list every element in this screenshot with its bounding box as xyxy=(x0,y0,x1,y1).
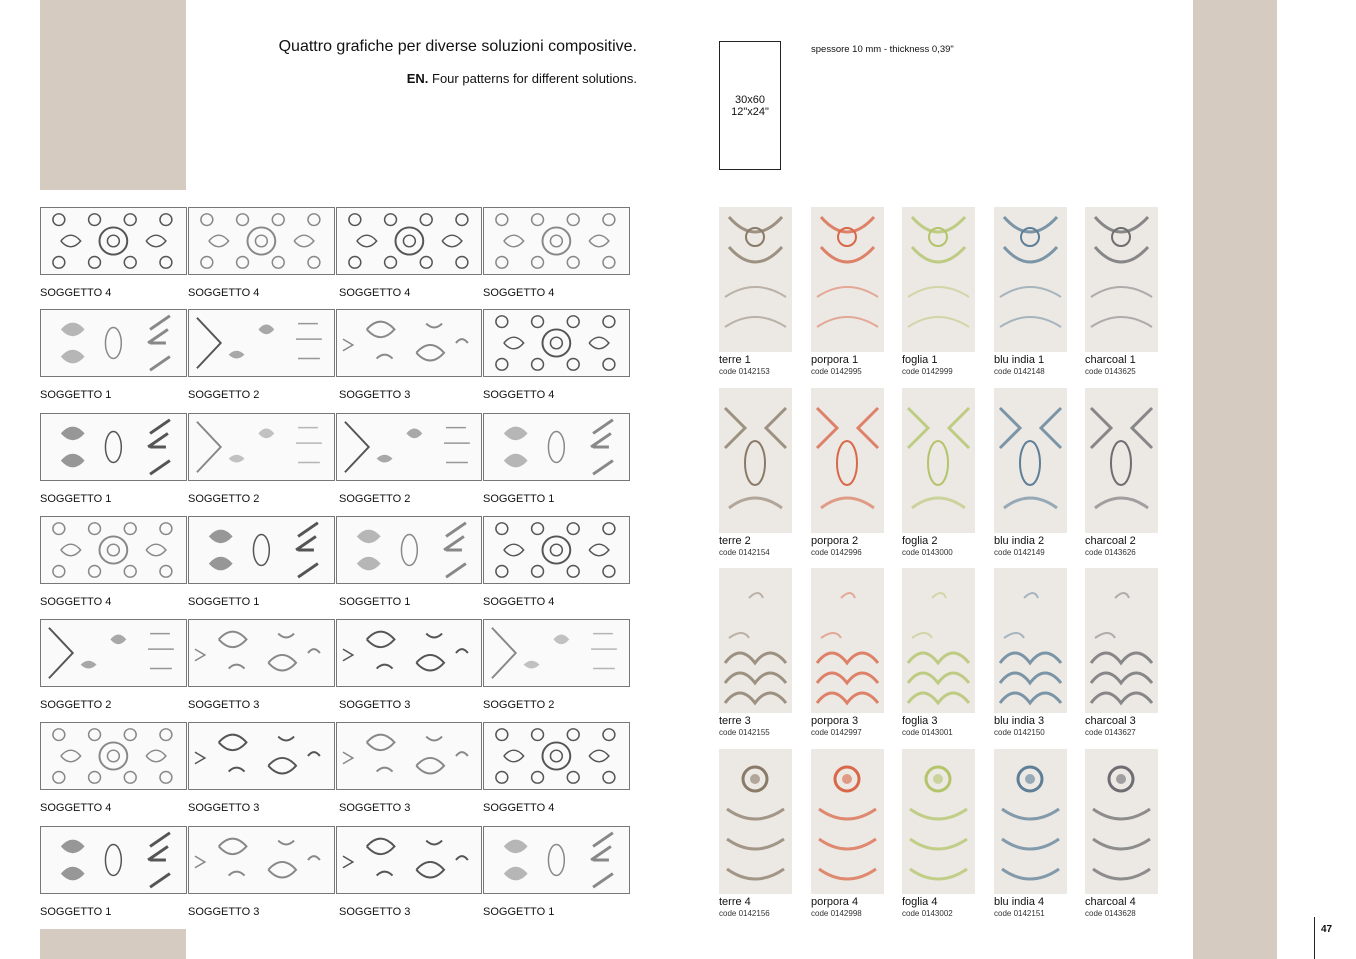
composition-label: SOGGETTO 1 xyxy=(483,906,555,918)
tile-code: code 0143000 xyxy=(902,548,953,557)
composition-row xyxy=(40,826,630,896)
composition-panel xyxy=(483,309,630,377)
composition-row xyxy=(40,619,630,689)
composition-label: SOGGETTO 4 xyxy=(483,389,555,401)
format-box xyxy=(719,41,781,170)
color-tile xyxy=(811,749,884,894)
tile-name: blu india 1 xyxy=(994,354,1045,366)
composition-panel xyxy=(40,619,187,687)
tile-code: code 0142156 xyxy=(719,909,770,918)
tile-code: code 0142154 xyxy=(719,548,770,557)
composition-panel xyxy=(40,309,187,377)
thickness-label: spessore 10 mm - thickness 0,39" xyxy=(811,44,954,55)
language-tag: EN. xyxy=(406,71,429,86)
composition-panel xyxy=(188,207,335,275)
tile-name: foglia 1 xyxy=(902,354,938,366)
composition-label: SOGGETTO 4 xyxy=(483,802,555,814)
color-tile xyxy=(719,749,792,894)
color-tile xyxy=(719,568,792,713)
composition-label: SOGGETTO 4 xyxy=(40,596,112,608)
tile-code: code 0143627 xyxy=(1085,728,1136,737)
tile-name: porpora 4 xyxy=(811,896,859,908)
tile-code: code 0142150 xyxy=(994,728,1045,737)
composition-panel xyxy=(483,722,630,790)
composition-panel xyxy=(336,309,483,377)
composition-panel xyxy=(40,826,187,894)
color-tile xyxy=(994,749,1067,894)
tile-code: code 0142995 xyxy=(811,367,862,376)
composition-panel xyxy=(40,207,187,275)
composition-panel xyxy=(188,826,335,894)
tile-name: foglia 2 xyxy=(902,535,938,547)
tile-code: code 0142155 xyxy=(719,728,770,737)
composition-panel xyxy=(188,309,335,377)
composition-label: SOGGETTO 4 xyxy=(40,287,112,299)
composition-label: SOGGETTO 4 xyxy=(40,802,112,814)
composition-panel xyxy=(336,413,483,481)
composition-label: SOGGETTO 4 xyxy=(339,287,411,299)
tile-code: code 0142151 xyxy=(994,909,1045,918)
color-tile xyxy=(902,749,975,894)
color-tile xyxy=(811,388,884,533)
tile-code: code 0143002 xyxy=(902,909,953,918)
tile-name: porpora 3 xyxy=(811,715,859,727)
beige-block-bottom-left xyxy=(40,929,186,959)
composition-label: SOGGETTO 2 xyxy=(339,493,411,505)
color-tile xyxy=(719,207,792,352)
composition-panel xyxy=(483,413,630,481)
tile-name: charcoal 3 xyxy=(1085,715,1136,727)
tile-code: code 0142148 xyxy=(994,367,1045,376)
tile-name: blu india 3 xyxy=(994,715,1045,727)
composition-row xyxy=(40,516,630,586)
tile-name: terre 3 xyxy=(719,715,751,727)
tile-code: code 0142999 xyxy=(902,367,953,376)
tile-name: porpora 1 xyxy=(811,354,859,366)
composition-panel xyxy=(483,516,630,584)
composition-panel xyxy=(188,413,335,481)
composition-panel xyxy=(40,722,187,790)
composition-panel xyxy=(483,619,630,687)
tile-name: terre 2 xyxy=(719,535,751,547)
tile-code: code 0142996 xyxy=(811,548,862,557)
tile-name: blu india 2 xyxy=(994,535,1045,547)
tile-code: code 0142153 xyxy=(719,367,770,376)
composition-label: SOGGETTO 3 xyxy=(188,802,260,814)
composition-label: SOGGETTO 3 xyxy=(339,389,411,401)
page-subtitle xyxy=(407,71,637,86)
composition-label: SOGGETTO 1 xyxy=(40,906,112,918)
color-tile xyxy=(994,388,1067,533)
composition-label: SOGGETTO 3 xyxy=(188,906,260,918)
format-cm: 30x60 xyxy=(735,93,765,106)
page-number: 47 xyxy=(1321,924,1333,935)
composition-label: SOGGETTO 1 xyxy=(483,493,555,505)
tile-name: charcoal 1 xyxy=(1085,354,1136,366)
page-number-rule xyxy=(1314,917,1315,959)
tile-code: code 0143626 xyxy=(1085,548,1136,557)
tile-code: code 0143001 xyxy=(902,728,953,737)
tile-name: terre 4 xyxy=(719,896,751,908)
composition-panel xyxy=(40,413,187,481)
beige-block-top-left xyxy=(40,0,186,190)
composition-panel xyxy=(188,722,335,790)
tile-name: blu india 4 xyxy=(994,896,1045,908)
composition-label: SOGGETTO 3 xyxy=(339,906,411,918)
tile-code: code 0142998 xyxy=(811,909,862,918)
color-tile xyxy=(902,207,975,352)
composition-panel xyxy=(40,516,187,584)
composition-label: SOGGETTO 1 xyxy=(188,596,260,608)
composition-label: SOGGETTO 3 xyxy=(339,699,411,711)
tile-code: code 0143625 xyxy=(1085,367,1136,376)
color-tile xyxy=(1085,207,1158,352)
composition-panel xyxy=(188,619,335,687)
color-tile xyxy=(811,207,884,352)
tile-name: charcoal 2 xyxy=(1085,535,1136,547)
composition-panel xyxy=(336,619,483,687)
composition-row xyxy=(40,207,630,277)
beige-band-right xyxy=(1193,0,1277,959)
composition-label: SOGGETTO 2 xyxy=(188,389,260,401)
tile-name: foglia 4 xyxy=(902,896,938,908)
composition-panel xyxy=(483,207,630,275)
composition-panel xyxy=(483,826,630,894)
composition-label: SOGGETTO 1 xyxy=(40,389,112,401)
tile-name: porpora 2 xyxy=(811,535,859,547)
composition-panel xyxy=(336,722,483,790)
color-tile xyxy=(902,388,975,533)
composition-row xyxy=(40,309,630,379)
color-tile xyxy=(902,568,975,713)
tile-code: code 0142149 xyxy=(994,548,1045,557)
tile-name: terre 1 xyxy=(719,354,751,366)
color-tile xyxy=(811,568,884,713)
tile-name: foglia 3 xyxy=(902,715,938,727)
composition-row xyxy=(40,413,630,483)
composition-label: SOGGETTO 4 xyxy=(188,287,260,299)
tile-name: charcoal 4 xyxy=(1085,896,1136,908)
tile-code: code 0142997 xyxy=(811,728,862,737)
composition-label: SOGGETTO 4 xyxy=(483,287,555,299)
color-tile xyxy=(994,568,1067,713)
composition-panel xyxy=(336,207,483,275)
composition-row xyxy=(40,722,630,792)
composition-label: SOGGETTO 2 xyxy=(188,493,260,505)
tile-code: code 0143628 xyxy=(1085,909,1136,918)
color-tile xyxy=(1085,388,1158,533)
color-tile xyxy=(719,388,792,533)
composition-label: SOGGETTO 4 xyxy=(483,596,555,608)
composition-label: SOGGETTO 1 xyxy=(339,596,411,608)
subtitle-text: Four patterns for different solutions. xyxy=(432,71,637,86)
color-tile xyxy=(994,207,1067,352)
composition-panel xyxy=(336,826,483,894)
color-tile xyxy=(1085,749,1158,894)
composition-panel xyxy=(188,516,335,584)
composition-panel xyxy=(336,516,483,584)
composition-label: SOGGETTO 1 xyxy=(40,493,112,505)
composition-label: SOGGETTO 2 xyxy=(40,699,112,711)
page-title: Quattro grafiche per diverse soluzioni compositive. xyxy=(278,38,637,55)
composition-label: SOGGETTO 3 xyxy=(339,802,411,814)
composition-label: SOGGETTO 2 xyxy=(483,699,555,711)
composition-label: SOGGETTO 3 xyxy=(188,699,260,711)
format-inch: 12"x24" xyxy=(731,105,769,118)
color-tile xyxy=(1085,568,1158,713)
